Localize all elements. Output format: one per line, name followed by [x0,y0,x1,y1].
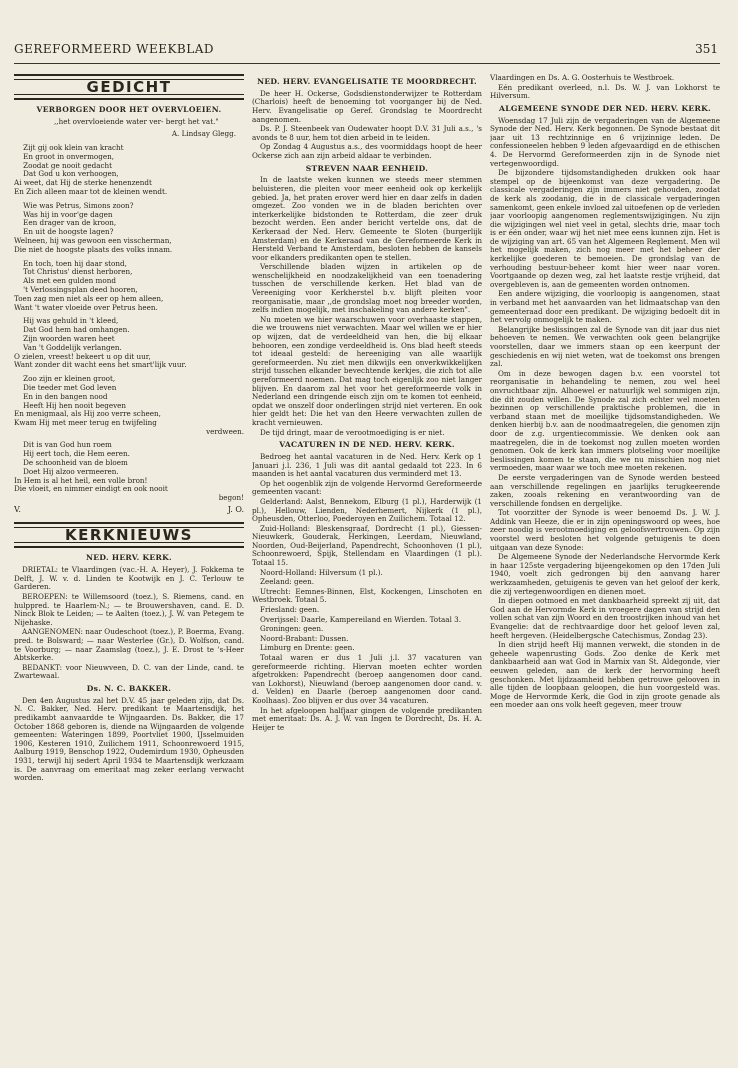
subsection-title: NED. HERV. KERK. [86,553,172,563]
paragraph: Ds. P. J. Steenbeek van Oudewater hoopt D.V. 31 Juli a.s., 's avonds te 8 uur, hem tot dien arbeid in te leiden. [252,124,482,142]
paragraph: Den 4en Augustus zal het D.V. 45 jaar geleden zijn, dat Ds. N. C. Bakker, Ned. Herv. predikant te Maartensdijk, het predikambt aanvaardde te Wijngaarden. Ds. Bakker, die 17 October 1868 geboren is, diende na Wijngaarden de volgende gemeenten: Wateringen 1899, Poortvliet 1900, IJsselmuiden 1906, Kesteren 1910, Zuilichem 1911, Schoonrewoerd 1915, Aalburg 1919, Benschop 1922, Oudemirdum 1930, Opheusden 1931, terwijl hij sedert April 1934 te Maartensdijk werkzaam is. De aanvraag om emeritaat mag zeker eerlang verwacht worden. [14,695,244,783]
paragraph: Friesland: geen. [260,605,320,615]
poem-stanza: Zijt gij ook klein van kracht En groot in onvermogen, Zoodat ge nooit gedacht Dat God u kon verhoogen, Ai weet, dat Hij de sterke henenzendt En Zich alleen maar tot de kleinen wendt. [14,142,168,196]
paragraph: BEDANKT: voor Nieuwveen, D. C. van der Linde, cand. te Zwartewaal. [14,662,244,681]
masthead-rule [14,63,720,64]
paragraph: Utrecht: Eemnes-Binnen, Elst, Kockengen, Linschoten en Westbroek. Totaal 5. [252,586,482,605]
paragraph: Woensdag 17 Juli zijn de vergaderingen van de Algemeene Synode der Ned. Herv. Kerk begonnen. De Synode bestaat dit jaar uit 13 rechtzinnige en 6 vrijzinnige leden. De confessioneelen hebben 9 leden afgevaardigd en de ethischen 4. De Hervormd Gereformeerden zijn in de Synode niet vertegenwoordigd. [490,115,720,168]
poem-stanza: En toch, toen hij daar stond, Tot Christus' dienst herboren, Als met een gulden mond 't Verlossingsplan deed hooren, Toen zag men niet als eer op hem alleen, Want 't water vloeide over Petrus heen. [14,258,164,312]
paragraph: Belangrijke beslissingen zal de Synode van dit jaar dus niet behoeven te nemen. We verwachten ook geen belangrijke voorstellen, daar we immers staan op een keerpunt der geschiedenis en wij niet weten, wat de toekomst ons brengen zal. [490,324,720,369]
paragraph: De tijd dringt, maar de verootmoediging is er niet. [260,427,445,437]
subsection-title: Ds. N. C. BAKKER. [86,683,172,693]
article-title: VACATUREN IN DE NED. HERV. KERK. [279,440,455,450]
paragraph: Noord-Holland: Hilversum (1 pl.). [260,567,383,577]
paragraph: Op het oogenblik zijn de volgende Hervormd Gereformeerde gemeenten vacant: [252,478,482,497]
paragraph: Om in deze bewogen dagen b.v. een voorstel tot reorganisatie in behandeling te nemen, zou wel heel onvruchtbaar zijn. Alhoewel er natuurlijk wel sommigen zijn, die dit zouden willen. De Synode zal zich echter wel moeten bezinnen op verschillende praktische problemen, die in verband staan met de moeilijke tijdsomstandigheden. We denken hierbij b.v. aan de noodmaatregelen, die genomen zijn door de z.g. urgentiecommissie. We denken ook aan maatregelen, die in de toekomst nog zullen moeten worden genomen. Ook de kerk kan immers plotseling voor moeilijke beslissingen komen te staan, die we nu misschien nog niet vermoeden, maar waar we toch mee moeten rekenen. [490,368,720,473]
paragraph: BEROEPEN: te Willemsoord (toez.), S. Riemens, cand. en hulppred. te Haarlem-N.; — te Brouwershaven, cand. E. D. Ninck Blok te Leiden; — te Aalten (toez.), J. W. van Petegem te Nijehaske. [14,592,244,627]
column-3 [490,74,720,1054]
page-number: 351 [695,42,718,56]
poem-stanza: Zoo zijn er kleinen groot, Die teeder met God leven En in den bangen nood Heeft Hij hen nooit begeven En menigmaal, als Hij zoo verre scheen, Kwam Hij met meer terug en twijfeling verdween. [14,374,244,436]
paragraph: Totaal waren er dus 1 Juli j.l. 37 vacaturen van gereformeerde richting. Hiervan moeten echter worden afgetrokken: Papendrecht (beroep aangenomen door cand. van Lokhorst), Nieuwland (beroep aangenomen door cand. v. d. Velden) en Daarle (beroep aangenomen door cand. Koolhaas). Zoo blijven er dus over 34 vacaturen. [252,653,482,705]
paragraph: Tot voorzitter der Synode is weer benoemd Ds. J. W. J. Addink van Heeze, die er in zijn openingswoord op wees, hoe zeer noodig is verootmoediging en geloofsvertrouwen. Op zijn voorstel werd besloten het volgende getuigenis te doen uitgaan van deze Synode: [490,508,720,552]
paragraph: AANGENOMEN: naar Oudeschoot (toez.), P. Boerma, Evang. pred. te Bolsward; — naar Westerlee (Gr.), D. Wolfson, cand. te Voorburg; — naar Zaamslag (toez.), J. E. Drost te 's-Heer Abtskerke. [14,627,244,663]
paragraph: Eén predikant overleed, n.l. Ds. W. J. van Lokhorst te Hilversum. [490,82,720,101]
paragraph: In diepen ootmoed en met dankbaarheid spreekt zij uit, dat God aan de Hervormde Kerk in vroegere dagen van strijd den vollen schat van zijn Woord en den troostrijken inhoud van het Evangelie: dat de rechtvaardige door het geloof leven zal, heeft hergeven. (Heidelbergsche Catechismus, Zondag 23). [490,596,720,640]
section-banner-gedicht [14,74,244,100]
paragraph: Op Zondag 4 Augustus a.s., des voormiddags hoopt de heer Ockerse zich aan zijn arbeid aldaar te verbinden. [252,142,482,160]
article-title: STREVEN NAAR EENHEID. [305,163,429,173]
masthead [14,42,718,62]
paragraph: Vlaardingen en Ds. A. G. Oosterhuis te Westbroek. [490,74,675,82]
verse-tail: verdween. [206,426,244,436]
paragraph: In het afgeloopen halfjaar gingen de volgende predikanten met emeritaat: Ds. A. J. W. van Ingen te Dordrecht, Ds. H. A. Heijer te [252,705,482,732]
paragraph: De Algemeene Synode der Nederlandsche Hervormde Kerk in haar 125ste vergadering bijeengekomen op den 17den Juli 1940, voelt zich gedrongen bij den aanvang harer werkzaamheden, getuigenis te geven van het geloof der kerk, die zij vertegenwoordigen en dienen moet. [490,552,720,596]
poem-stanza: Wie was Petrus, Simons zoon? Was hij in voor'ge dagen Een drager van de kroon, En uit de hoogste lagen? Welneen, hij was gewoon een visscherman, Die niet de hoogste plaats des volks innam. [14,200,173,254]
paragraph: Noord-Brabant: Dussen. [260,633,349,643]
paragraph: De bijzondere tijdsomstandigheden drukken ook haar stempel op de bijeenkomst van deze vergadering. De classicale vergaderingen zijn immers niet gehouden, zoodat de kerk als zoodanig, die in de classicale vergaderingen samenkomt, geen enkele invloed zal uitoefenen op de verleden jaar voorloopig aangenomen reglementswijzigingen. Nu zijn die wijzigingen wel niet veel in getal, slechts drie, maar toch is er één onder, waar wij het niet mee eens kunnen zijn. Het is de wijziging van art. 65 van het Algemeen Reglement. Men wil het mogelijk maken, zich nog meer met het beheer der kerkelijke goederen te bemoeien. De grondslag van de verhouding bestuur-beheer komt hier weer naar voren. Voortgaande op dezen weg, zal het laatste restje vrijheid, dat overgebleven is, aan de gemeenten worden ontnomen. [490,168,720,289]
article-title: NED. HERV. EVANGELISATIE TE MOORDRECHT. [257,77,477,86]
section-title-gedicht: GEDICHT [77,83,182,92]
section-title-kerknieuws: KERKNIEUWS [55,531,203,540]
poem-epigraph: ,,het overvloeiende water ver- bergt het vat." [54,116,219,126]
paragraph: Gelderland: Aalst, Bennekom, Elburg (1 pl.), Harderwijk (1 pl.), Hellouw, Lienden, Nederhemert, Nijkerk (1 pl.), Opheusden, Otterloo, Poederoyen en Zuilichem. Totaal 12. [252,496,482,524]
paragraph: Bedroeg het aantal vacaturen in de Ned. Herv. Kerk op 1 Januari j.l. 236, 1 Juli was dit aantal gedaald tot 223. In 6 maanden is het aantal vacaturen dus verminderd met 13. [252,451,482,479]
verse-tail: begon! [218,493,244,503]
paragraph: Nu moeten we hier waarschuwen voor overhaaste stappen, die we trouwens niet verwachten. Maar wel willen we er hier op wijzen, dat de verdeeldheid van hen, die bij elkaar behooren, een zondige verdeeldheid is. Ons blad heeft steeds tot ideaal gesteld: de hereeniging van alle waarlijk gereformeerden. Nu ziet men dikwijls een onverkwikkelijken strijd tusschen elkander bevechtende kerkjes, die zich tot alle gereformeerd noemen. Dat mag toch eigenlijk zoo niet langer blijven. En daarom zal het voor het gereformeerde volk in Nederland een dringende eisch zijn om te komen tot eenheid, opdat we onszelf door onderlingen strijd niet verteren. En ook hier geldt het: Die het van den Heere verwachten zullen de kracht vernieuwen. [252,314,482,427]
signoff-right: J. O. [227,504,244,514]
poem-title: VERBORGEN DOOR HET OVERVLOEIEN. [36,105,222,114]
paragraph: Zeeland: geen. [260,577,315,587]
paragraph: Zuid-Holland: Bleskensgraaf, Dordrecht (1 pl.), Giessen-Nieuwkerk, Gouderak, Herkingen, Leerdam, Nieuwland, Noorden, Oud-Beijerland, Papendrecht, Schoonhoven (1 pl.), Schoonrewoerd, Spijk, Stellendam en Vlaardingen (1 pl.). Totaal 15. [252,523,482,568]
article-title: ALGEMEENE SYNODE DER NED. HERV. KERK. [499,103,711,113]
paragraph: Overijssel: Daarle, Kampereiland en Wierden. Totaal 3. [260,614,462,624]
paragraph: DRIETAL: te Vlaardingen (vac.-H. A. Heyer), J. Fokkema te Delft, J. W. v. d. Linden te Kootwijk en J. C. Terlouw te Garderen. [14,565,244,592]
paragraph: Verschillende bladen wijzen in artikelen op de wenschelijkheid en noodzakelijkheid van een toenadering tusschen de verschillende kerken. Het blad van de Vereeniging voor Kerkherstel b.v. blijft pleiten voor reorganisatie, maar ,,de grondslag moet nog breeder worden, zelfs indien mogelijk, met inschakeling van andere kerken". [252,262,482,315]
epigraph-author: A. Lindsay Glegg. [171,129,236,139]
column-1 [14,74,244,1054]
poem-stanza: Hij was gehuld in 't kleed, Dat God hem had omhangen. Zijn woorden waren heet Van 't Goddelijk verlangen. O zielen, vreest! bekeert u op dit uur, Want zonder dit wacht eens het smart'lijk vuur. [14,316,187,370]
paragraph: Groningen: geen. [260,624,324,634]
paragraph: Een andere wijziging, die voorloopig is aangenomen, staat in verband met het aanvaarden van het lidmaatschap van den gemeenteraad door een predikant. De wijziging bedoelt dit in het vervolg onmogelijk te maken. [490,289,720,325]
publication-title: GEREFORMEERD WEEKBLAD [14,42,215,56]
paragraph: In dien strijd heeft Hij mannen verwekt, die stonden in de geheele wapenrusting Gods. Zoo denke de Kerk met dankbaarheid aan wat God in Marnix van St. Aldegonde, vier eeuwen geleden, aan de kerk der hervorming heeft geschonken. Met lijdzaamheid hebben getrouwe gelooven in alle tijden de loopbaan geloopen, die hun voorgesteld was. Moge de Hervormde Kerk, die God in zijn groote genade als een moeder aan ons volk heeft gegeven, meer trouw [490,640,720,710]
column-2 [252,74,482,1054]
paragraph: Limburg en Drente: geen. [260,643,355,653]
section-banner-kerknieuws [14,522,244,548]
signoff-left: V. [14,504,21,514]
poem-signoff [14,506,244,515]
paragraph: De heer H. Ockerse, Godsdienstonderwijzer te Rotterdam (Charlois) heeft de benoeming tot voorganger bij de Ned. Herv. Evangelisatie op Geref. Grondslag te Moordrecht aangenomen. [252,88,482,124]
paragraph: De eerste vergaderingen van de Synode werden besteed aan verschillende regelingen en jaarlijks terugkeerende zaken, zooals rekening en verantwoording van de verschillende fondsen en dergelijke. [490,472,720,508]
paragraph: In de laatste weken kunnen we steeds meer stemmen beluisteren, die pleiten voor meer eenheid ook op kerkelijk gebied. Ja, het praten erover werd hier en daar zelfs in daden omgezet. Zoo vonden we in de bladen berichten over interkerkelijke bidstonden te Rotterdam, die zeer druk bezocht werden. Een ander bericht vertelde ons, dat de Kerkeraad der Ned. Herv. Gemeente te Sloten (burgerlijk Amsterdam) en de Kerkeraad van de Gereformeerde Kerk in Hersteld Verband te Amsterdam, besloten hebben de kansels voor elkanders predikanten open te stellen. [252,175,482,262]
poem-stanza: Dit is van God hun roem Hij eert toch, die Hem eeren. De schoonheid van de bloem Doet Hij alzoo vermeeren. In Hem is al het heil, een volle bron! Die vloeit, en nimmer eindigt en ook nooit begon! [14,440,244,503]
